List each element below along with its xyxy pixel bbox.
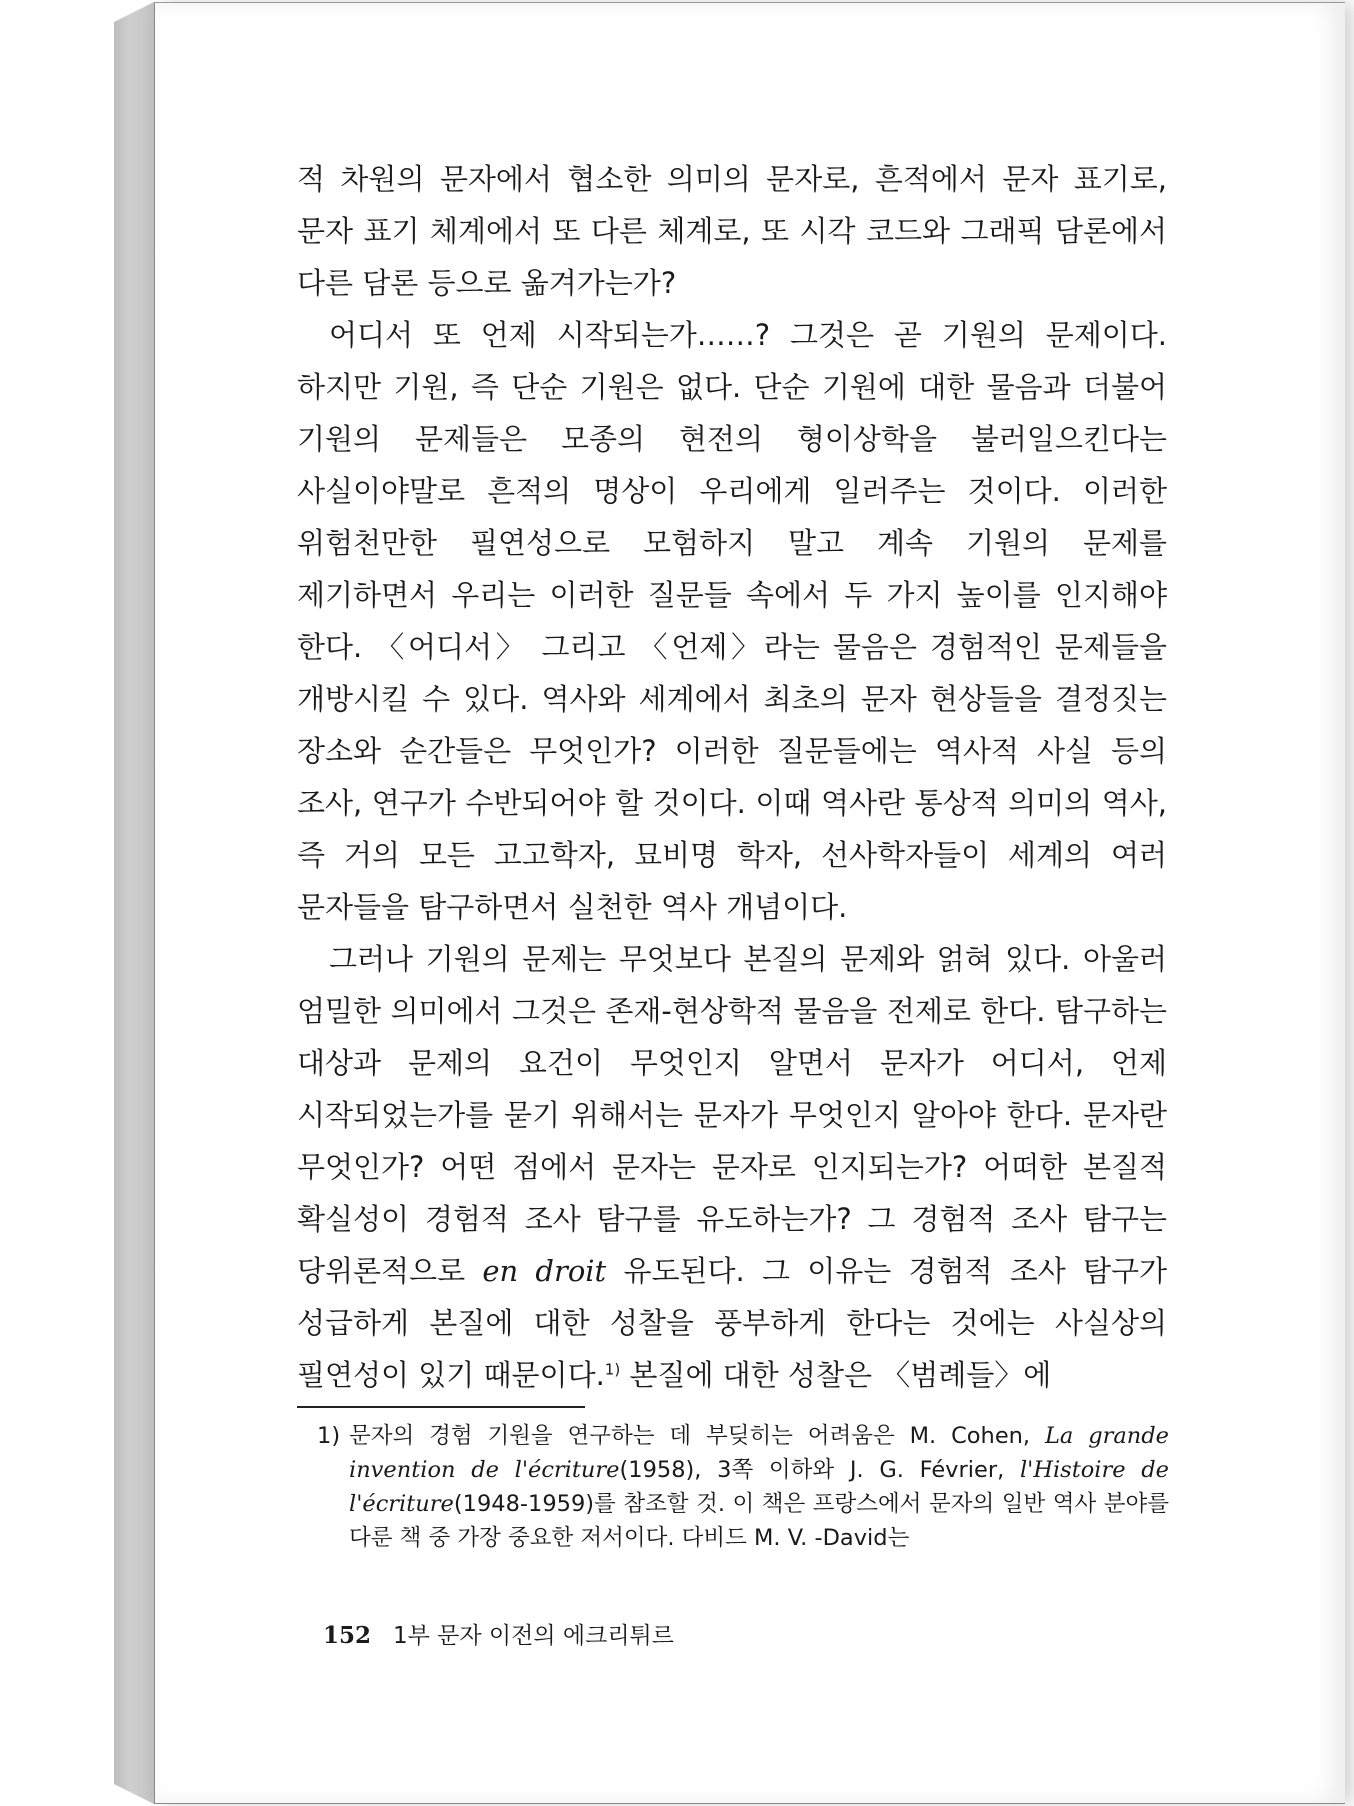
paragraph-3-italic: en droit — [482, 1254, 607, 1288]
paragraph-1: 적 차원의 문자에서 협소한 의미의 문자로, 흔적에서 문자 표기로, 문자 표기 체계에서 또 다른 체계로, 또 시각 코드와 그래픽 담론에서 다른 담론 등으로 옮겨가는가? — [297, 162, 1167, 300]
book-spine — [114, 2, 154, 1804]
paragraph-3 — [297, 933, 1167, 1401]
body-text — [297, 153, 1167, 1401]
page — [154, 2, 1345, 1804]
paragraph-2: 어디서 또 언제 시작되는가……? 그것은 곧 기원의 문제이다. 하지만 기원, 즉 단순 기원은 없다. 단순 기원에 대한 물음과 더불어 기원의 문제들은 모종의 현전의 형이상학을 불러일으킨다는 사실이야말로 흔적의 명상이 우리에게 일러주는 것이다. 이러한 위험천만한 필연성으로 모험하지 말고 계속 기원의 문제를 제기하면서 우리는 이러한 질문들 속에서 두 가지 높이를 인지해야 한다. 〈어디서〉 그리고 〈언제〉라는 물음은 경험적인 문제들을 개방시킬 수 있다. 역사와 세계에서 최초의 문자 현상들을 결정짓는 장소와 순간들은 무엇인가? 이러한 질문들에는 역사적 사실 등의 조사, 연구가 수반되어야 할 것이다. 이때 역사란 통상적 의미의 역사, 즉 거의 모든 고고학자, 묘비명 학자, 선사학자들이 세계의 여러 문자들을 탐구하면서 실천한 역사 개념이다. — [297, 318, 1167, 924]
footnote-italic-1: La grande invention de l'écriture — [349, 1423, 1169, 1483]
running-footer — [323, 1617, 674, 1650]
footnote-divider — [297, 1406, 585, 1408]
paragraph-3-text-c: 본질에 대한 성찰은 〈범례들〉에 — [629, 1358, 1052, 1392]
footnote-1 — [317, 1419, 1169, 1555]
page-number: 152 — [323, 1622, 372, 1649]
paragraph-3-text-b: 유도된다. 그 이유는 경험적 조사 탐구가 성급하게 본질에 대한 성찰을 풍부하게 한다는 것에는 사실상의 필연성이 있기 때문이다. — [297, 1254, 1168, 1392]
footnote-text-1: 문자의 경험 기원을 연구하는 데 부딪히는 어려움은 M. Cohen, — [349, 1423, 1031, 1449]
section-title: 1부 문자 이전의 에크리튀르 — [393, 1623, 674, 1649]
footnotes — [317, 1419, 1169, 1555]
paragraph-3-text-a: 그러나 기원의 문제는 무엇보다 본질의 문제와 얽혀 있다. 아울러 엄밀한 의미에서 그것은 존재-현상학적 물음을 전제로 한다. 탐구하는 대상과 문제의 요건이 무엇인지 알면서 문자가 어디서, 언제 시작되었는가를 묻기 위해서는 문자가 무엇인지 알아야 한다. 문자란 무엇인가? 어떤 점에서 문자는 문자로 인지되는가? 어떠한 본질적 확실성이 경험적 조사 탐구를 유도하는가? 그 경험적 조사 탐구는 당위론적으로 — [297, 942, 1167, 1288]
footnote-reference[interactable]: 1) — [604, 1360, 621, 1379]
footnote-italic-2: l'Histoire de l'écriture — [349, 1457, 1169, 1517]
footnote-text-3: (1948-1959)를 참조할 것. 이 책은 프랑스에서 문자의 일반 역사 분야를 다룬 책 중 가장 중요한 저서이다. 다비드 M. V. -David는 — [349, 1491, 1169, 1551]
footnote-text-2: (1958), 3쪽 이하와 J. G. Février, — [619, 1457, 1005, 1483]
footnote-number: 1) — [317, 1423, 341, 1449]
